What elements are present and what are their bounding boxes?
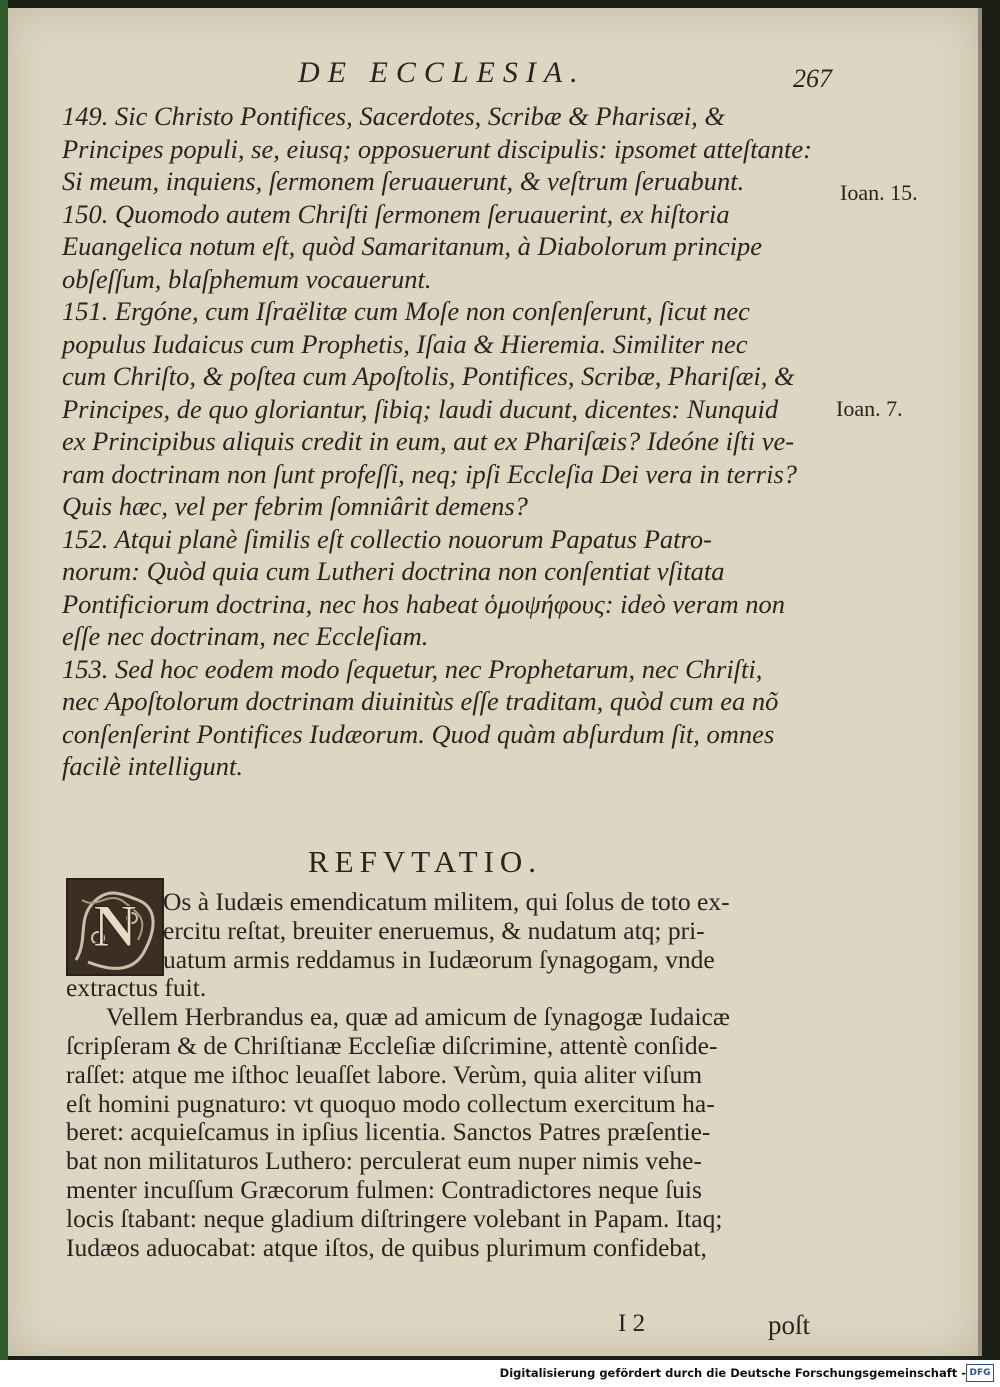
text-line: Si meum, inquiens, ſermonem ſeruauerunt, & veſtrum ſeruabunt. <box>62 166 745 196</box>
text-line: nec Apoſtolorum doctrinam diuinitùs eſſe traditam, quòd cum ea nõ <box>62 686 779 716</box>
text-line: Principes, de quo gloriantur, ſibiq; laudi ducunt, dicentes: Nunquid <box>62 393 779 424</box>
section-title: REFVTATIO. <box>308 844 543 879</box>
text-line: 152. Atqui planè ſimilis eſt collectio nouorum Papatus Patro- <box>62 523 712 554</box>
text-line: uatum armis reddamus in Iudæorum ſynagogam, vnde <box>163 944 715 974</box>
text-line: ſcripſeram & de Chriſtianæ Eccleſiæ diſcrimine, attentè conſide- <box>66 1030 718 1060</box>
text-line: raſſet: atque me iſthoc leuaſſet labore. Verùm, quia aliter viſum <box>66 1059 703 1089</box>
text-line: beret: acquieſcamus in ipſius licentia. Sanctos Patres præſentie- <box>66 1117 711 1147</box>
book-cover-edge <box>0 0 8 1360</box>
text-line: Principes populi, se, eiusq; opposuerunt discipulis: ipsomet atteſtante: <box>62 133 813 164</box>
text-line: Os à Iudæis emendicatum militem, qui ſolus de toto ex- <box>163 887 730 916</box>
text-line: eſt homini pugnaturo: vt quoquo modo collectum exercitum ha- <box>66 1088 715 1118</box>
margin-note: Ioan. 7. <box>836 396 903 421</box>
catchword: poſt <box>768 1310 811 1340</box>
text-line: norum: Quòd quia cum Lutheri doctrina non conſentiat vſitata <box>62 556 725 586</box>
text-line: eſſe nec doctrinam, nec Eccleſiam. <box>62 621 429 651</box>
text-line: populus Iudaicus cum Prophetis, Iſaia & Hieremia. Similiter nec <box>62 328 748 359</box>
text-line: ex Principibus aliquis credit in eum, aut ex Phariſæis? Ideóne iſti ve- <box>62 426 795 456</box>
text-line: 153. Sed hoc eodem modo ſequetur, nec Prophetarum, nec Chriſti, <box>62 653 763 684</box>
margin-note: Ioan. 15. <box>840 180 918 205</box>
page-number: 267 <box>793 64 832 93</box>
text-line: obſeſſum, blaſphemum vocauerunt. <box>62 263 432 294</box>
text-line: Quis hæc, vel per febrim ſomniârit demens? <box>62 491 528 521</box>
text-line: ram doctrinam non ſunt profeſſi, neq; ipſi Eccleſia Dei vera in terris? <box>62 458 798 489</box>
signature-mark: I 2 <box>618 1310 646 1337</box>
text-line: menter incuſſum Græcorum fulmen: Contradictores neque ſuis <box>66 1174 702 1204</box>
text-line: extractus fuit. <box>66 973 207 1003</box>
text-line: ercitu reſtat, breuiter eneruemus, & nudatum atq; pri- <box>163 915 705 945</box>
text-line: 150. Quomodo autem Chriſti ſermonem ſeruauerint, ex hiſtoria <box>62 198 730 229</box>
text-line: facilè intelligunt. <box>62 751 244 781</box>
text-line: Pontificiorum doctrina, nec hos habeat ὁμοψήφους: ideò veram non <box>62 588 786 619</box>
text-line: bat non militaturos Luthero: perculerat eum nuper nimis vehe- <box>66 1146 702 1176</box>
text-line: cum Chriſto, & poſtea cum Apoſtolis, Pontifices, Scribæ, Phariſæi, & <box>62 361 795 391</box>
book-page <box>8 8 978 1356</box>
text-line: locis ſtabant: neque gladium diſtringere volebant in Papam. Itaq; <box>66 1203 723 1233</box>
text-line: 149. Sic Christo Pontifices, Sacerdotes, Scribæ & Pharisæi, & <box>62 101 725 131</box>
text-line: Euangelica notum eſt, quòd Samaritanum, à Diabolorum principe <box>62 231 762 261</box>
text-line: Vellem Herbrandus ea, quæ ad amicum de ſynagogæ Iudaicæ <box>106 1002 730 1032</box>
svg-text:N: N <box>93 893 137 959</box>
text-line: 151. Ergóne, cum Iſraëlitæ cum Moſe non conſenſerunt, ſicut nec <box>62 296 750 326</box>
numbered-paragraphs <box>62 100 847 783</box>
funding-notice: Digitalisierung gefördert durch die Deutsche Forschungsgemeinschaft - <box>499 1366 966 1380</box>
running-head: DE ECCLESIA. <box>298 56 586 89</box>
text-line: conſenſerint Pontifices Iudæorum. Quod quàm abſurdum ſit, omnes <box>62 718 775 749</box>
dfg-logo-icon: DFG <box>966 1364 994 1382</box>
text-line: Iudæos aduocabat: atque iſtos, de quibus plurimum confidebat, <box>66 1232 707 1262</box>
refutatio-text <box>66 888 831 1262</box>
